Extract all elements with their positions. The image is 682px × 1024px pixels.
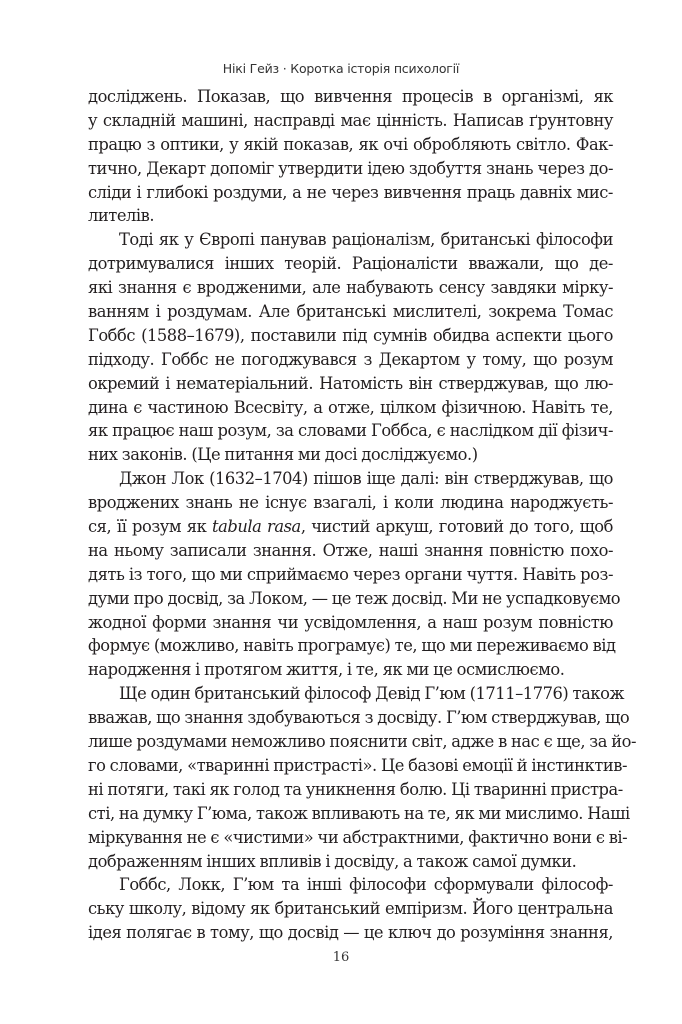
text-line: ні потяги, такі як голод та уникнення болю. Ці тваринні пристра- bbox=[88, 779, 623, 799]
paragraph bbox=[88, 228, 613, 467]
text-line: дотримувалися інших теорій. Раціоналісти вважали, що де- bbox=[88, 254, 613, 274]
paragraph bbox=[88, 467, 621, 682]
text-segment: ся, її розум як bbox=[88, 517, 213, 537]
text-line: які знання є вродженими, але набувають сенсу завдяки мірку- bbox=[88, 278, 613, 298]
text-line: Гоббс (1588–1679), поставили під сумнів обидва аспекти цього bbox=[88, 325, 613, 345]
text-line: жодної форми знання чи усвідомлення, а наш розум повністю bbox=[88, 612, 613, 632]
text-line: досліджень. Показав, що вивчення процесів в організмі, як bbox=[88, 87, 613, 106]
text-line: лителів. bbox=[88, 206, 155, 226]
text-line: як працює наш розум, за словами Гоббса, є наслідком дії фізич- bbox=[88, 421, 613, 441]
text-line: ську школу, відому як британський емпіризм. Його центральна bbox=[88, 899, 613, 919]
text-segment: , чистий аркуш, готовий до того, щоб bbox=[300, 517, 613, 537]
text-line: працю з оптики, у якій показав, як очі обробляють світло. Фак- bbox=[88, 134, 613, 154]
text-line bbox=[88, 515, 613, 539]
text-line: Джон Лок (1632–1704) пішов іще далі: він стверджував, що bbox=[119, 469, 613, 489]
body-text bbox=[88, 85, 637, 945]
text-line: ванням і роздумам. Але британські мислителі, зокрема Томас bbox=[88, 302, 613, 322]
text-line: окремий і нематеріальний. Натомість він стверджував, що лю- bbox=[88, 373, 613, 393]
paragraph bbox=[88, 85, 613, 228]
text-line: підходу. Гоббс не погоджувався з Декартом у тому, що розум bbox=[88, 349, 613, 369]
text-line: сліди і глибокі роздуми, а не через вивчення праць давніх мис- bbox=[88, 182, 613, 202]
text-line: сті, на думку Г’юма, також впливають на те, як ми мислимо. Наші bbox=[88, 803, 630, 823]
text-line: міркування не є «чистими» чи абстрактними, фактично вони є ві- bbox=[88, 827, 628, 847]
text-line: ідея полягає в тому, що досвід — це ключ до розуміння знання, bbox=[88, 923, 613, 943]
text-line: вважав, що знання здобуваються з досвіду. Г’юм стверджував, що bbox=[88, 708, 630, 728]
text-line: них законів. (Це питання ми досі досліджуємо.) bbox=[88, 445, 478, 465]
text-line: у складній машині, насправді має цінність. Написав ґрунтовну bbox=[88, 110, 613, 130]
text-line: Тоді як у Європі панував раціоналізм, британські філософи bbox=[119, 230, 613, 250]
text-line: вроджених знань не існує взагалі, і коли людина народжуєть- bbox=[88, 493, 613, 513]
text-line: го словами, «тваринні пристрасті». Це базові емоції й інстинктив- bbox=[88, 755, 628, 775]
running-head: Нікі Гейз · Коротка історія психології bbox=[222, 61, 460, 76]
text-line: формує (можливо, навіть програмує) те, що ми переживаємо від bbox=[88, 636, 616, 656]
italic-term: tabula rasa bbox=[212, 517, 301, 537]
text-line: дять із того, що ми сприймаємо через органи чуття. Навіть роз- bbox=[88, 564, 613, 584]
text-line: дина є частиною Всесвіту, а отже, цілком фізичною. Навіть те, bbox=[88, 397, 613, 417]
text-line: Гоббс, Локк, Г’юм та інші філософи сформували філософ- bbox=[119, 875, 613, 895]
page-number: 16 bbox=[332, 950, 350, 965]
text-line: лише роздумами неможливо пояснити світ, адже в нас є ще, за йо- bbox=[88, 732, 637, 752]
text-line: народження і протягом життя, і те, як ми це осмислюємо. bbox=[88, 660, 565, 680]
paragraph bbox=[88, 682, 637, 873]
text-line: думи про досвід, за Локом, — це теж досвід. Ми не успадковуємо bbox=[88, 588, 621, 608]
text-line: на ньому записали знання. Отже, наші знання повністю похо- bbox=[88, 540, 613, 560]
text-line: дображенням інших впливів і досвіду, а також самої думки. bbox=[88, 851, 577, 871]
text-line: тично, Декарт допоміг утвердити ідею здобуття знань через до- bbox=[88, 158, 613, 178]
paragraph bbox=[88, 873, 613, 945]
text-line: Ще один британський філософ Девід Г’юм (1711–1776) також bbox=[119, 684, 624, 704]
